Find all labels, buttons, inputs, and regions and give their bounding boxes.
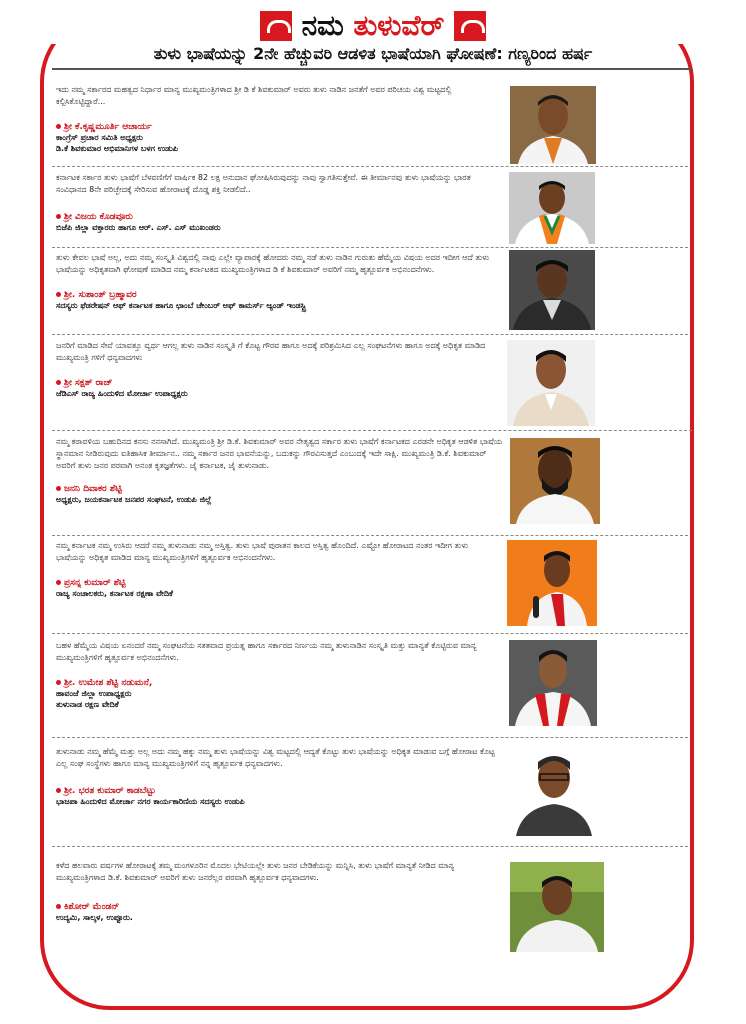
- entry-name: [56, 212, 486, 222]
- portrait-photo: [507, 340, 595, 426]
- entry-quote: ಕರ್ನಾಟಕ ಸರ್ಕಾರ ತುಳು ಭಾಷೆಗೆ ಬೆಳವಣಿಗೆಗೆ ವಾರ್ಷಿಕ 82 ಲಕ್ಷ ಅನುದಾನ ಘೋಷಿಸಿರುವುದನ್ನು ನಾವು ಸ್ವಾಗತಿಸುತ್ತೇವೆ. ಈ ತೀರ್ಮಾನವು ತುಳು ಭಾಷೆಯನ್ನು ಭಾರತ ಸಂವಿಧಾನದ 8ನೇ ಪರಿಚ್ಛೇದಕ್ಕೆ ಸೇರಿಸುವ ಹೋರಾಟಕ್ಕೆ ದೊಡ್ಡ ಶಕ್ತಿ ನೀಡಲಿದೆ..: [56, 173, 471, 194]
- entry-card: [56, 540, 496, 599]
- entry-name-text: ಶ್ರೀ. ಉಮೇಶ ಶೆಟ್ಟಿ ನಡುಮನೆ,: [64, 678, 153, 688]
- entry-card: [56, 172, 486, 233]
- entry-name-text: ಕಿಶೋರ್ ಮೆಂಡನ್: [64, 902, 120, 912]
- entry-card: [56, 860, 496, 923]
- entry-divider: [52, 430, 692, 431]
- portrait-photo: [512, 746, 596, 836]
- entry-divider: [52, 633, 688, 634]
- entry-divider: [52, 846, 688, 847]
- bullet-icon: [56, 680, 61, 685]
- entry-role: ಭಾಜಪಾ ಹಿಂದುಳಿದ ಮೋರ್ಚಾ ನಗರ ಕಾರ್ಯಕಾರಿಣಿಯ ಸದಸ್ಯರು ಉಡುಪಿ: [56, 797, 245, 806]
- portrait-photo: [510, 438, 600, 524]
- entry-quote: ನಮ್ಮ ಕರ್ನಾಟಕ ನಮ್ಮ ಉಸಿರು ಆದರೆ ನಮ್ಮ ತುಳುನಾಡು ನಮ್ಮ ಅಸ್ತಿತ್ವ. ತುಳು ಭಾಷೆ ಪುರಾತನ ಕಾಲದ ಅಸ್ತಿತ್ವ ಹೊಂದಿದೆ. ಎಷ್ಟೋ ಹೋರಾಟದ ನಂತರ ಇದೀಗ ತುಳು ಭಾಷೆಯನ್ನು ಅಧಿಕೃತ ಮಾಡಿದ ಮಾನ್ಯ ಮುಖ್ಯಮಂತ್ರಿಗಳಿಗೆ ಹೃತ್ಪೂರ್ವಕ ಅಭಿನಂದನೆಗಳು.: [56, 541, 469, 562]
- entry-name: [56, 122, 486, 132]
- entry-quote: ನಮ್ಮ ಕರಾವಳಿಯ ಬಹುದಿನದ ಕನಸು ನನಸಾಗಿದೆ. ಮುಖ್ಯಮಂತ್ರಿ ಶ್ರೀ ಡಿ.ಕೆ. ಶಿವಕುಮಾರ್ ಅವರ ನೇತೃತ್ವದ ಸರ್ಕಾರ ತುಳು ಭಾಷೆಗೆ ಕರ್ನಾಟಕದ ಎರಡನೇ ಅಧಿಕೃತ ಆಡಳಿತ ಭಾಷೆಯ ಸ್ಥಾನಮಾನ ನೀಡಿರುವುದು ಐತಿಹಾಸಿಕ ತೀರ್ಮಾನ.. ನಮ್ಮ ಸರ್ಕಾರ ಜನರ ಭಾವನೆಯನ್ನು, ಬದುಕನ್ನು ಗೌರವಿಸುತ್ತದೆ ಎಂಬುದಕ್ಕೆ ಇದೇ ಸಾಕ್ಷಿ. ಮುಖ್ಯಮಂತ್ರಿ ಡಿ.ಕೆ. ಶಿವಕುಮಾರ್ ಅವರಿಗೆ ತುಳು ಜನರ ಪರವಾಗಿ ಅನಂತ ಕೃತಜ್ಞತೆಗಳು. ಜೈ ಕರ್ನಾಟಕ, ಜೈ ತುಳುನಾಡು.: [56, 437, 503, 470]
- entry-quote: ತುಳುನಾಡು ನಮ್ಮ ಹೆಮ್ಮೆ ಮತ್ತು ಅಲ್ಲ ಅದು ನಮ್ಮ ಹಕ್ಕು ನಮ್ಮ ತುಳು ಭಾಷೆಯನ್ನು ವಿಶ್ವ ಮಟ್ಟದಲ್ಲಿ ಆದ್ಯತೆ ಕೊಟ್ಟು ತುಳು ಭಾಷೆಯನ್ನು ಅಧಿಕೃತ ಮಾಡುವ ಬಗ್ಗೆ ಹೋರಾಟ ಕೊಟ್ಟ ಎಲ್ಲ ಸಂಘ ಸಂಸ್ಥೆಗಳು ಹಾಗೂ ಮಾನ್ಯ ಮುಖ್ಯಮಂತ್ರಿಗಳಿಗೆ ನನ್ನ ಹೃತ್ಪೂರ್ವಕ ಧನ್ಯವಾದಗಳು.: [56, 747, 495, 768]
- entry-card: [56, 436, 504, 505]
- masthead-title-black: ನಮ: [301, 9, 354, 42]
- portrait-photo: [507, 540, 597, 626]
- entry-name: [56, 290, 496, 300]
- bullet-icon: [56, 380, 61, 385]
- portrait-photo: [509, 172, 595, 244]
- entry-quote: ತುಳು ಕೇವಲ ಭಾಷೆ ಅಲ್ಲ, ಅದು ನಮ್ಮ ಸಂಸ್ಕೃತಿ ವಿಶ್ವದಲ್ಲಿ ನಾವು ಎಲ್ಲೇ ವ್ಯಾಪಾರಕ್ಕೆ ಹೋದರು ನಮ್ಮ ನಡೆ ತುಳು ನಾಡಿನ ಗುರುತು ಹೆಮ್ಮೆಯ ವಿಷಯ ಅದರ ಇದೀಗ ಆದೆ ತುಳು ಭಾಷೆಯನ್ನು ಅಧಿಕೃತವಾಗಿ ಘೋಷಣೆ ಮಾಡಿದ ನಮ್ಮ ಕರ್ನಾಟಕದ ಮುಖ್ಯಮಂತ್ರಿಗಳಾದ ಡಿ ಕೆ ಶಿವಕುಮಾರ್ ಅವರಿಗೆ ನಮ್ಮ ಹೃತ್ಪೂರ್ವಕ ಅಭಿನಂದನೆಗಳು.: [56, 253, 490, 274]
- masthead-title: [302, 9, 445, 43]
- entry-card: [56, 640, 504, 710]
- headline: ತುಳು ಭಾಷೆಯನ್ನು 2ನೇ ಹೆಚ್ಚುವರಿ ಆಡಳಿತ ಭಾಷೆಯಾಗಿ ಘೋಷಣೆ: ಗಣ್ಯರಿಂದ ಹರ್ಷ: [153, 44, 593, 63]
- entry-divider: [52, 334, 688, 335]
- portrait-photo: [509, 640, 597, 726]
- entry-name: [56, 902, 496, 912]
- headline-divider: [52, 68, 692, 70]
- flag-icon: [454, 11, 486, 41]
- entry-name-text: ಪ್ರಸನ್ನ ಕುಮಾರ್ ಶೆಟ್ಟಿ: [64, 578, 126, 588]
- bullet-icon: [56, 292, 61, 297]
- entry-quote: ಬಹಳ ಹೆಮ್ಮೆಯ ವಿಷಯ ಏನಂದರೆ ನಮ್ಮ ಸಂಘಟನೆಯ ಸತತವಾದ ಪ್ರಯತ್ನ ಹಾಗೂ ಸರ್ಕಾರದ ನಿರ್ಣಯ ನಮ್ಮ ತುಳುನಾಡಿನ ಸಂಸ್ಕೃತಿ ಮತ್ತು ಮಾನ್ಯತೆ ಕೊಟ್ಟಿರುವ ಮಾನ್ಯ ಮುಖ್ಯಮಂತ್ರಿಗಳಿಗೆ ಹೃತ್ಪೂರ್ವಕ ಅಭಿನಂದನೆಗಳು.: [56, 641, 477, 662]
- entry-divider: [52, 247, 688, 248]
- entry-quote: ಇದು ನಮ್ಮ ಸರ್ಕಾರದ ಮಹತ್ವದ ನಿರ್ಧಾರ ಮಾನ್ಯ ಮುಖ್ಯಮಂತ್ರಿಗಳಾದ ಶ್ರೀ ಡಿ ಕೆ ಶಿವಕುಮಾರ್ ಅವರು ತುಳು ನಾಡಿನ ಜನತೆಗೆ ಅವರ ಪರಿಚಯ ವಿಶ್ವ ಮಟ್ಟದಲ್ಲಿ ಕಲ್ಪಿಸಿಕೊಟ್ಟಿದ್ದಾರೆ...: [56, 85, 452, 106]
- portrait-photo: [510, 86, 596, 164]
- entry-card: [56, 340, 496, 399]
- masthead-title-red: ತುಳುವೆರ್: [353, 9, 445, 42]
- entry-card: [56, 746, 496, 807]
- entry-name-text: ಶ್ರೀ ಕೆ.ಕೃಷ್ಣಮೂರ್ತಿ ಆಚಾರ್ಯ: [64, 122, 152, 132]
- bullet-icon: [56, 580, 61, 585]
- entry-card: [56, 84, 486, 154]
- entry-divider: [52, 166, 688, 167]
- entry-role: ಡಿ.ಕೆ ಶಿವಕುಮಾರ ಅಭಿಮಾನಿಗಳ ಬಳಗ ಉಡುಪಿ: [56, 144, 178, 153]
- bullet-icon: [56, 904, 61, 909]
- entry-role: ಕಾಂಗ್ರೆಸ್ ಪ್ರಚಾರ ಸಮಿತಿ ಅಧ್ಯಕ್ಷರು: [56, 133, 143, 142]
- masthead: [0, 8, 746, 44]
- bullet-icon: [56, 214, 61, 219]
- entry-role: ರಾಜ್ಯ ಸಂಚಾಲಕರು, ಕರ್ನಾಟಕ ರಕ್ಷಣಾ ವೇದಿಕೆ: [56, 589, 173, 598]
- entry-name-text: ಶ್ರೀ ಸಕ್ಷತ್ ರಾಜ್: [64, 378, 113, 388]
- entry-role: ಹಾವಂಜೆ ಜಿಲ್ಲಾ ಉಪಾಧ್ಯಕ್ಷರು: [56, 689, 132, 698]
- entry-name: [56, 786, 496, 796]
- entry-quote: ಕಳೆದ ಹಲವಾರು ವರ್ಷಗಳ ಹೋರಾಟಕ್ಕೆ ತಮ್ಮ ಮಂಗಳೂರಿನ ಮೊದಲ ಭೇಟಿಯಲ್ಲೇ ತುಳು ಜನರ ಬೇಡಿಕೆಯನ್ನು ಮನ್ನಿಸಿ, ತುಳು ಭಾಷೆಗೆ ಮಾನ್ಯತೆ ನೀಡಿದ ಮಾನ್ಯ ಮುಖ್ಯಮಂತ್ರಿಗಳಾದ ಡಿ.ಕೆ. ಶಿವಕುಮಾರ್ ಅವರಿಗೆ ತುಳು ಜನರೆಲ್ಲರ ಪರವಾಗಿ ಹೃತ್ಪೂರ್ವಕ ಧನ್ಯವಾದಗಳು.: [56, 861, 455, 882]
- bullet-icon: [56, 124, 61, 129]
- portrait-photo: [510, 862, 604, 952]
- entry-role: ಸದಸ್ಯರು ಫೆಡರೇಷನ್ ಆಫ್ ಕರ್ನಾಟಕ ಹಾಗೂ ಛಾಂಬೆ ಚೇಂಬರ್ ಆಫ್ ಕಾಮರ್ಸ್ ಆ್ಯಂಡ್ ಇಂಡಸ್ಟ್ರಿ: [56, 301, 306, 310]
- entry-name: [56, 678, 504, 688]
- bullet-icon: [56, 486, 61, 491]
- entry-role: ಅಧ್ಯಕ್ಷರು, ಜಯಕರ್ನಾಟಕ ಜನಪರ ಸಂಘಟನೆ, ಉಡುಪಿ ಜಿಲ್ಲೆ: [56, 495, 212, 504]
- entry-divider: [52, 535, 688, 536]
- entry-role: ಜೆಡಿಎಸ್ ರಾಜ್ಯ ಹಿಂದುಳಿದ ಮೋರ್ಚಾ ಉಪಾಧ್ಯಕ್ಷರು: [56, 389, 188, 398]
- flag-icon: [260, 11, 292, 41]
- entry-name-text: ಶ್ರೀ. ಭರತ ಕುಮಾರ್ ಕಾಡಬೆಟ್ಟು: [64, 786, 156, 796]
- entry-card: [56, 252, 496, 311]
- entry-role: ಉದ್ಯಮಿ, ಸಾಲ್ಕಳ, ಉಪ್ಪೂರು.: [56, 913, 133, 922]
- entry-quote: ಜನರಿಗೆ ಮಾಡಿದ ಸೇವೆ ಯಾವತ್ತೂ ವ್ಯರ್ಥ ಆಗಲ್ಲ ತುಳು ನಾಡಿನ ಸಂಸ್ಕೃತಿ ಗೆ ಕೊಟ್ಟ ಗೌರವ ಹಾಗೂ ಅದಕ್ಕೆ ಪರಿಶ್ರಮಿಸಿದ ಎಲ್ಲ ಸಂಘಟನೆಗಳು ಹಾಗೂ ಅದಕ್ಕೆ ಅಧಿಕೃತ ಮಾಡಿದ ಮುಖ್ಯಮಂತ್ರಿ ಗಳಿಗೆ ಧನ್ಯವಾದಗಳು: [56, 341, 486, 362]
- entry-name: [56, 484, 504, 494]
- entry-name: [56, 378, 496, 388]
- portrait-photo: [509, 250, 595, 330]
- entry-divider: [52, 737, 688, 738]
- entry-role: ಬಿಜೆಪಿ ಜಿಲ್ಲಾ ವಕ್ತಾರರು ಹಾಗೂ ಆರ್. ಎಸ್. ಎಸ್ ಮುಖಂಡರು: [56, 223, 221, 232]
- entry-name-text: ಶ್ರೀ. ಸುಶಾಂತ್ ಬ್ರಹ್ಮಾವರ: [64, 290, 137, 300]
- bullet-icon: [56, 788, 61, 793]
- entry-name-text: ಜನನಿ ದಿವಾಕರ ಶೆಟ್ಟಿ: [64, 484, 122, 494]
- entry-name-text: ಶ್ರೀ ವಿಜಯ ಕೊಡವೂರು: [64, 212, 133, 222]
- entry-name: [56, 578, 496, 588]
- entry-role: ತುಳುನಾಡ ರಕ್ಷಣ ವೇದಿಕೆ: [56, 700, 119, 709]
